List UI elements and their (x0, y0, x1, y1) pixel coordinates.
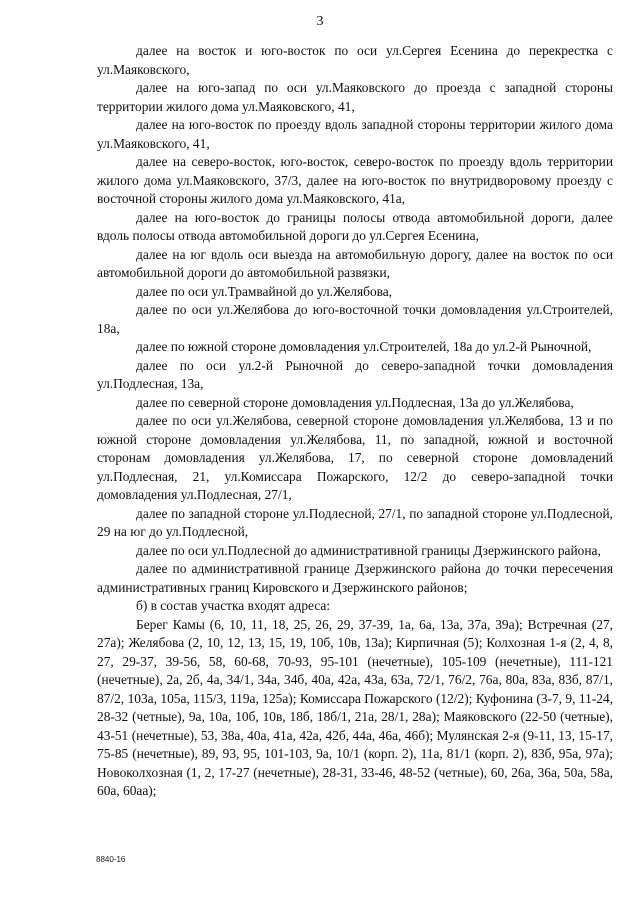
paragraph: далее на юго-восток до границы полосы отвода автомобильной дороги, далее вдоль полосы отвода автомобильной дороги до ул.Сергея Есенина, (97, 209, 613, 243)
paragraph: далее по оси ул.Трамвайной до ул.Желябова, (136, 283, 393, 299)
paragraph: далее по южной стороне домовладения ул.Строителей, 18а до ул.2-й Рыночной, (136, 339, 592, 354)
subsection-heading: б) в состав участка входят адреса: (136, 598, 331, 613)
paragraph: далее по оси ул.Желябова до юго-восточной точки домовладения ул.Строителей, 18а, (97, 302, 613, 336)
paragraph: далее на юго-запад по оси ул.Маяковского до проезда с западной стороны территории жилого дома ул.Маяковского, 41, (97, 80, 613, 114)
paragraph: далее по западной стороне ул.Подлесной, 27/1, по западной стороне ул.Подлесной, 29 на юг до ул.Подлесной, (97, 505, 613, 539)
document-body (97, 42, 613, 801)
paragraph: далее по северной стороне домовладения ул.Подлесная, 13а до ул.Желябова, (136, 394, 574, 410)
address-list: Берег Камы (6, 10, 11, 18, 25, 26, 29, 37-39, 1а, 6а, 13а, 37а, 39а); Встречная (27, 27а); Желябова (2, 10, 12, 13, 15, 19, 10б, 10в, 13а); Кирпичная (5); Колхозная 1-я (2, 4, 8, 27, 29-37, 39-56, 58, 60-68, 70-93, 95-101 (нечетные), 105-109 (нечетные), 111-121 (нечетные), 2а, 2б, 4а, 34/1, 34а, 34б, 40а, 42а, 43а, 63а, 72/1, 76/2, 76а, 80а, 83а, 83б, 87/1, 87/2, 103а, 105а, 115/3, 119а, 125а); Комиссара Пожарского (12/2); Куфонина (3-7, 9, 11-24, 28-32 (четные), 9а, 10а, 10б, 10в, 18б, 18б/1, 21а, 28/1, 28а); Маяковского (22-50 (четные), 43-51 (нечетные), 53, 38а, 40а, 41а, 42а, 42б, 44а, 46а, 46б); Мулянская 2-я (9-11, 13, 15-17, 75-85 (нечетные), 89, 93, 95, 101-103, 9а, 10/1 (корп. 2), 11а, 81/1 (корп. 2), 83б, 95а, 97а); Новоколхозная (1, 2, 17-27 (нечетные), 28-31, 33-46, 48-52 (четные), 60, 26а, 36а, 50а, 58а, 60а, 60аа); (97, 616, 613, 798)
page-number: 3 (316, 14, 324, 29)
paragraph: далее на юго-восток по проезду вдоль западной стороны территории жилого дома ул.Маяковского, 41, (97, 117, 613, 151)
paragraph: далее по административной границе Дзержинского района до точки пересечения административных границ Кировского и Дзержинского районов; (97, 561, 613, 595)
paragraph: далее на восток и юго-восток по оси ул.Сергея Есенина до перекрестка с ул.Маяковского, (97, 43, 613, 77)
document-code: 8840-16 (96, 855, 126, 864)
paragraph: далее по оси ул.2-й Рыночной до северо-западной точки домовладения ул.Подлесная, 13а, (97, 357, 613, 391)
paragraph: далее на северо-восток, юго-восток, северо-восток по проезду вдоль территории жилого дома ул.Маяковского, 37/3, далее на юго-восток по внутридворовому проезду с восточной стороны жилого дома ул.Маяковского, 41а, (97, 154, 613, 206)
paragraph: далее на юг вдоль оси выезда на автомобильную дорогу, далее на восток по оси автомобильной дороги до автомобильной развязки, (97, 246, 613, 280)
paragraph: далее по оси ул.Подлесной до административной границы Дзержинского района, (136, 542, 601, 558)
paragraph: далее по оси ул.Желябова, северной стороне домовладения ул.Желябова, 13 и по южной стороне домовладения ул.Желябова, 11, по западной, южной и восточной сторонам домовладения ул.Желябова, 17, по северной стороне домовладений ул.Подлесная, 21, ул.Комиссара Пожарского, 12/2 до северо-западной точки домовладения ул.Подлесная, 27/1, (97, 413, 613, 502)
